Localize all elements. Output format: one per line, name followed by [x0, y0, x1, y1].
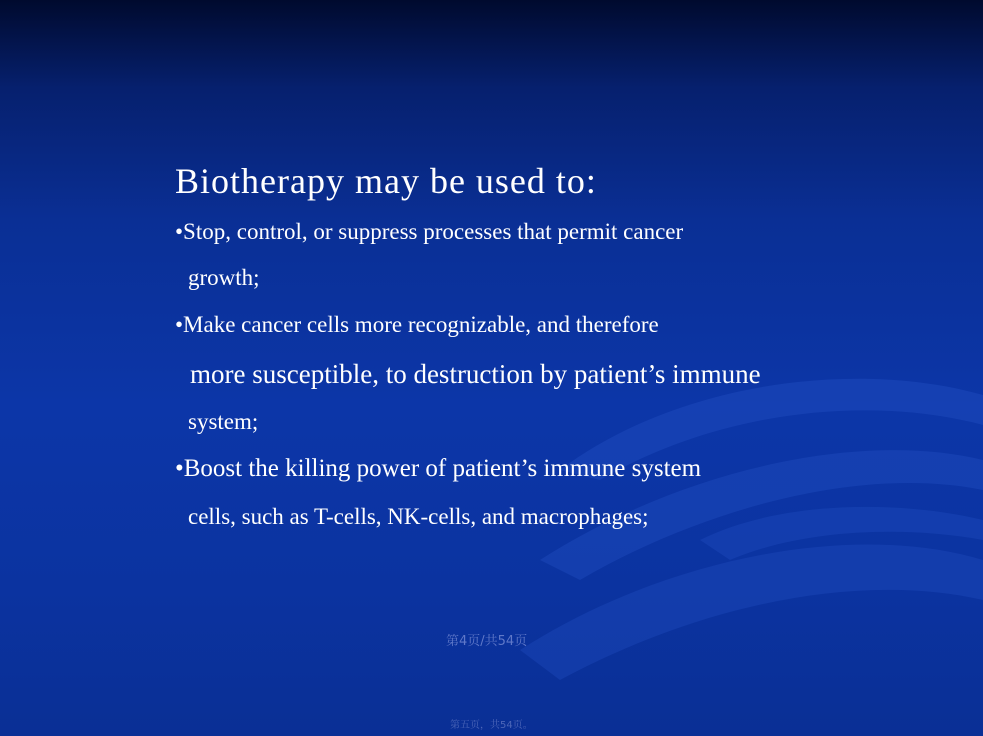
bullet-line-3-cont: cells, such as T-cells, NK-cells, and macrophages; — [188, 504, 649, 529]
bullet-line-3: •Boost the killing power of patient’s immune system — [175, 455, 702, 482]
bullet-line-2: •Make cancer cells more recognizable, and therefore — [175, 312, 659, 337]
bullet-line-1-cont: growth; — [188, 265, 260, 290]
page-indicator: 第4页/共54页 — [446, 634, 528, 649]
bullet-line-2-cont: more susceptible, to destruction by patient’s immune — [190, 359, 761, 389]
slide-title: Biotherapy may be used to: — [175, 161, 597, 201]
bullet-line-2-cont-2: system; — [188, 409, 259, 434]
footer-note: 第五页，共54页。 — [450, 720, 533, 731]
bullet-line-1: •Stop, control, or suppress processes that permit cancer — [175, 219, 684, 244]
